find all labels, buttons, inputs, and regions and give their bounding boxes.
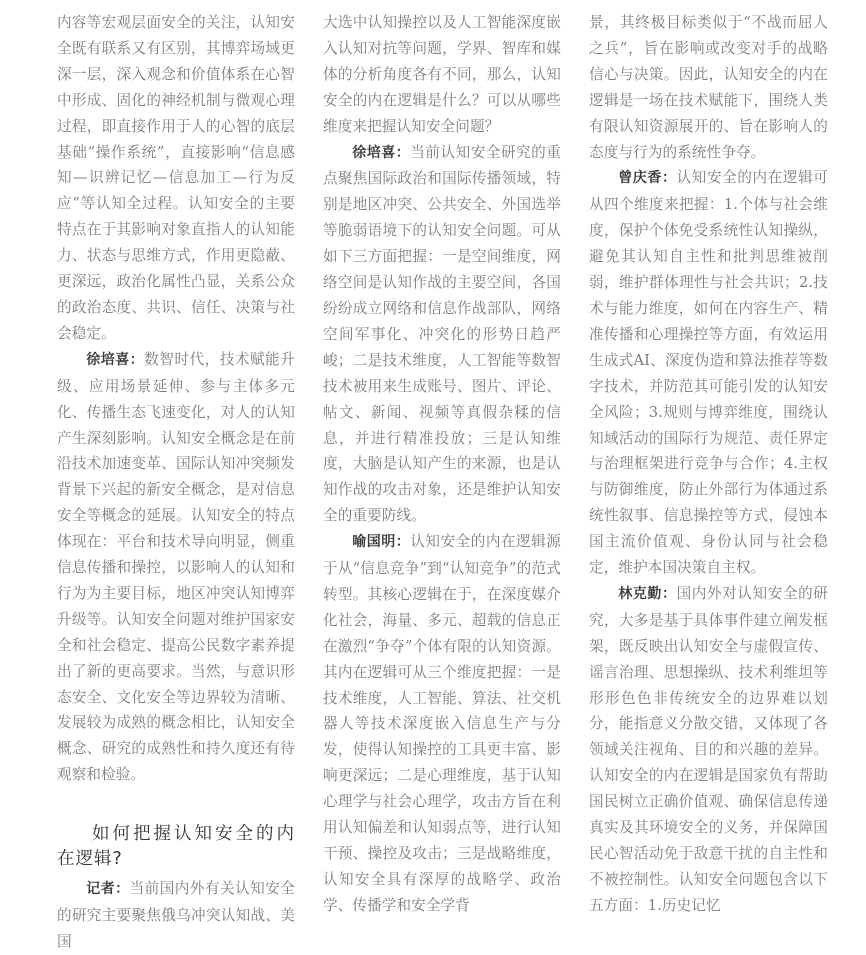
paragraph-text: 认知安全的内在逻辑源于从“信息竞争”到“认知竞争”的范式转型。其核心逻辑在于，在深度媒介化社会，海量、多元、超载的信息正在激烈“争夺”个体有限的认知资源。其内在逻辑可从三个维度把握：一是技术维度，人工智能、算法、社交机器人等技术深度嵌入信息生产与分发，使得认知操控的工具更丰富、影响更深远；二是心理维度，基于认知心理学与社会心理学，攻击方旨在利用认知偏差和认知弱点等，进行认知干预、操控及攻击；三是战略维度，认知安全具有深厚的战略学、政治学、传播学和安全学背 [323,533,561,914]
article-column-3 [589,10,828,919]
speaker-name: 喻国明： [352,534,411,551]
paragraph: 大选中认知操控以及人工智能深度嵌入认知对抗等问题，学界、智库和媒体的分析角度各有不同，那么，认知安全的内在逻辑是什么？可以从哪些维度来把握认知安全问题？ [323,14,561,135]
paragraph-text: 当前国内外有关认知安全的研究主要聚焦俄乌冲突认知战、美国 [57,880,295,950]
paragraph-text: 国内外对认知安全的研究，大多是基于具体事件建立阐发框架，既反映出认知安全与虚假宣传、谣言治理、思想操纵、技术利维坦等形形色色非传统安全的边界难以划分，能指意义分散交错，又体现了各领域关注视角、目的和兴趣的差异。认知安全的内在逻辑是国家负有帮助国民树立正确价值观、确保信息传递真实及其环境安全的义务，并保障国民心智活动免于敌意干扰的自主性和不被控制性。认知安全问题包含以下五方面：1.历史记忆 [589,584,828,914]
paragraph-text: 认知安全的内在逻辑可从四个维度来把握：1.个体与社会维度，保护个体免受系统性认知操纵，避免其认知自主性和批判思维被削弱，维护群体理性与社会共识；2.技术与能力维度，如何在内容生产、精准传播和心理操控等方面，有效运用生成式AI、深度伪造和算法推荐等数字技术，并防范其可能引发的认知安全风险；3.规则与博弈维度，围绕认知域活动的国际行为规范、责任界定与治理框架进行竞争与合作；4.主权与防御维度，防止外部行为体通过系统性叙事、信息操控等方式，侵蚀本国主流价值观、身份认同与社会稳定，维护本国决策自主权。 [589,169,828,577]
paragraph [589,581,828,919]
speaker-name: 徐培喜： [352,144,411,161]
paragraph: 景，其终极目标类似于“不战而屈人之兵”，旨在影响或改变对手的战略信心与决策。因此，认知安全的内在逻辑是一场在技术赋能下，围绕人类有限认知资源展开的、旨在影响人的态度与行为的系统性争夺。 [589,14,828,161]
paragraph [57,347,295,788]
speaker-name: 曾庆香： [618,170,677,187]
paragraph: 内容等宏观层面安全的关注，认知安全既有联系又有区别，其博弈场域更深一层，深入观念和价值体系在心智中形成、固化的神经机制与微观心理过程，即直接作用于人的心智的底层基础“操作系统”，直接影响“信息感知—识辨记忆—信息加工—行为反应”等认知全过程。认知安全的主要特点在于其影响对象直指人的认知能力、状态与思维方式，作用更隐蔽、更深远，政治化属性凸显，关系公众的政治态度、共识、信任、决策与社会稳定。 [57,14,295,342]
speaker-name: 林克勤： [618,585,677,602]
article-column-2 [323,10,561,919]
speaker-name: 徐培喜： [86,351,145,368]
article-column-1 [57,10,295,955]
section-heading: 如何把握认知安全的内在逻辑? [57,824,295,870]
paragraph [57,876,295,955]
paragraph-text: 当前认知安全研究的重点聚焦国际政治和国际传播领域，特别是地区冲突、公共安全、外国选举等脆弱语境下的认知安全问题。可从如下三方面把握：一是空间维度，网络空间是认知作战的主要空间，各国纷纷成立网络和信息作战部队，网络空间军事化、冲突化的形势日趋严峻；二是技术维度，人工智能等数智技术被用来生成账号、图片、评论、帖文、新闻、视频等真假杂糅的信息，并进行精准投放；三是认知维度，大脑是认知产生的来源，也是认知作战的攻击对象，还是维护认知安全的重要防线。 [323,143,561,525]
paragraph [323,529,561,919]
paragraph [589,165,828,581]
paragraph-text: 数智时代，技术赋能升级、应用场景延伸、参与主体多元化、传播生态飞速变化，对人的认知产生深刻影响。认知安全概念是在前沿技术加速变革、国际认知冲突频发背景下兴起的新安全概念，是对信息安全等概念的延展。认知安全的特点体现在：平台和技术导向明显，侧重信息传播和操控，以影响人的认知和行为为主要目标，地区冲突认知博弈升级等。认知安全问题对维护国家安全和社会稳定、提高公民数字素养提出了新的更高要求。当然，与意识形态安全、文化安全等边界较为清晰、发展较为成熟的概念相比，认知安全概念、研究的成熟性和持久度还有待观察和检验。 [57,350,295,784]
paragraph [323,140,561,530]
speaker-name: 记者： [86,881,130,898]
